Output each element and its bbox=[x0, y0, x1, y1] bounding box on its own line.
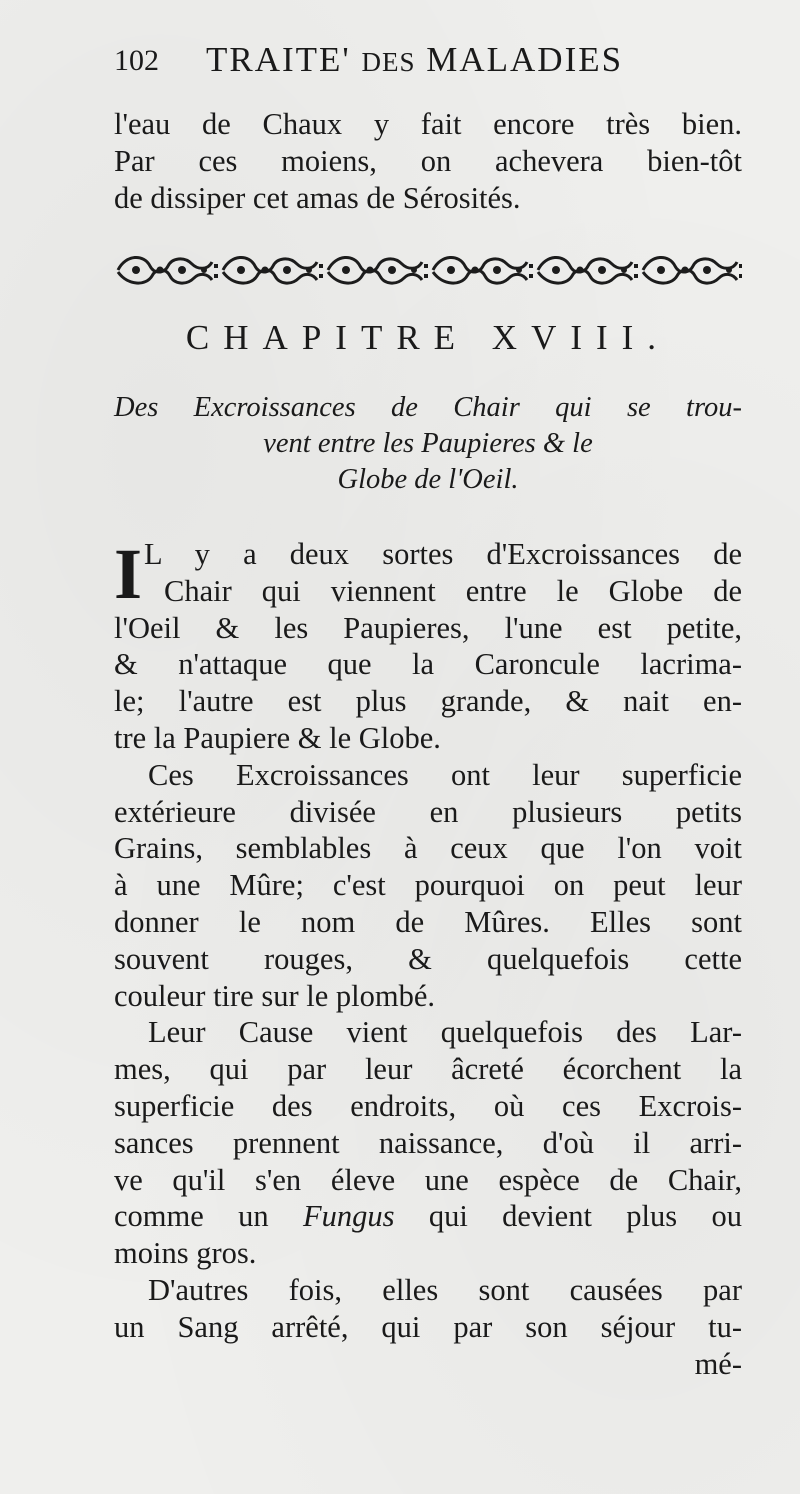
text-line: Ces Excroissances ont leur superficie bbox=[148, 757, 742, 792]
text-line: de dissiper cet amas de Sérosités. bbox=[114, 180, 521, 215]
text-line: extérieure divisée en plusieurs petits bbox=[114, 794, 742, 829]
subtitle-line: Globe de l'Oeil. bbox=[337, 464, 519, 495]
text-line: & n'attaque que la Caroncule lacrima- bbox=[114, 647, 742, 682]
running-title bbox=[206, 40, 623, 80]
text-line: Chair qui viennent entre le Globe de bbox=[164, 573, 742, 608]
page-number: 102 bbox=[114, 44, 159, 77]
ornamental-divider bbox=[114, 248, 742, 292]
subtitle-line: vent entre les Paupieres & le bbox=[263, 428, 593, 459]
paragraph-1 bbox=[114, 536, 742, 1382]
text-line: superficie des endroits, où ces Excrois- bbox=[114, 1088, 742, 1123]
text-line: sances prennent naissance, d'où il arri- bbox=[114, 1125, 742, 1160]
text-fragment: comme un bbox=[114, 1199, 303, 1234]
text-line-fungus bbox=[114, 1198, 742, 1235]
running-header bbox=[114, 38, 742, 86]
text-line: l'eau de Chaux y fait encore très bien. bbox=[114, 107, 742, 141]
italic-term-fungus: Fungus bbox=[302, 1199, 395, 1234]
text-line: l'Oeil & les Paupieres, l'une est petite, bbox=[114, 610, 742, 645]
catchword: mé- bbox=[694, 1346, 742, 1381]
ornament-band-icon bbox=[114, 248, 742, 292]
text-line: tre la Paupiere & le Globe. bbox=[114, 720, 441, 755]
text-line: D'autres fois, elles sont causées par bbox=[148, 1272, 742, 1307]
top-text-block bbox=[114, 106, 742, 216]
text-line: L y a deux sortes d'Excroissances de bbox=[144, 537, 742, 571]
text-line: à une Mûre; c'est pourquoi on peut leur bbox=[114, 868, 742, 903]
text-line: Grains, semblables à ceux que l'on voit bbox=[114, 831, 742, 866]
text-line: couleur tire sur le plombé. bbox=[114, 978, 435, 1013]
chapter-title: CHAPITRE XVIII. bbox=[185, 318, 671, 357]
text-line: Leur Cause vient quelquefois des Lar- bbox=[148, 1015, 742, 1050]
text-fragment: qui devient plus ou bbox=[394, 1199, 742, 1234]
text-line: donner le nom de Mûres. Elles sont bbox=[114, 904, 742, 939]
subtitle-line: Des Excroissances de Chair qui se trou- bbox=[114, 392, 742, 423]
text-line: Par ces moiens, on achevera bien-tôt bbox=[114, 143, 742, 178]
running-title-part-3: MALADIES bbox=[426, 40, 624, 79]
text-line: un Sang arrêté, qui par son séjour tu- bbox=[114, 1309, 742, 1344]
text-line: mes, qui par leur âcreté écorchent la bbox=[114, 1052, 742, 1087]
running-title-part-1: TRAITE' bbox=[206, 40, 351, 79]
chapter-subtitle bbox=[114, 390, 742, 498]
text-line: ve qu'il s'en éleve une espèce de Chair, bbox=[114, 1162, 742, 1197]
running-title-part-2: DES bbox=[361, 47, 416, 77]
drop-cap: I bbox=[114, 534, 143, 614]
text-line: moins gros. bbox=[114, 1236, 257, 1271]
text-line: souvent rouges, & quelquefois cette bbox=[114, 941, 742, 976]
text-line: le; l'autre est plus grande, & nait en- bbox=[114, 684, 742, 719]
